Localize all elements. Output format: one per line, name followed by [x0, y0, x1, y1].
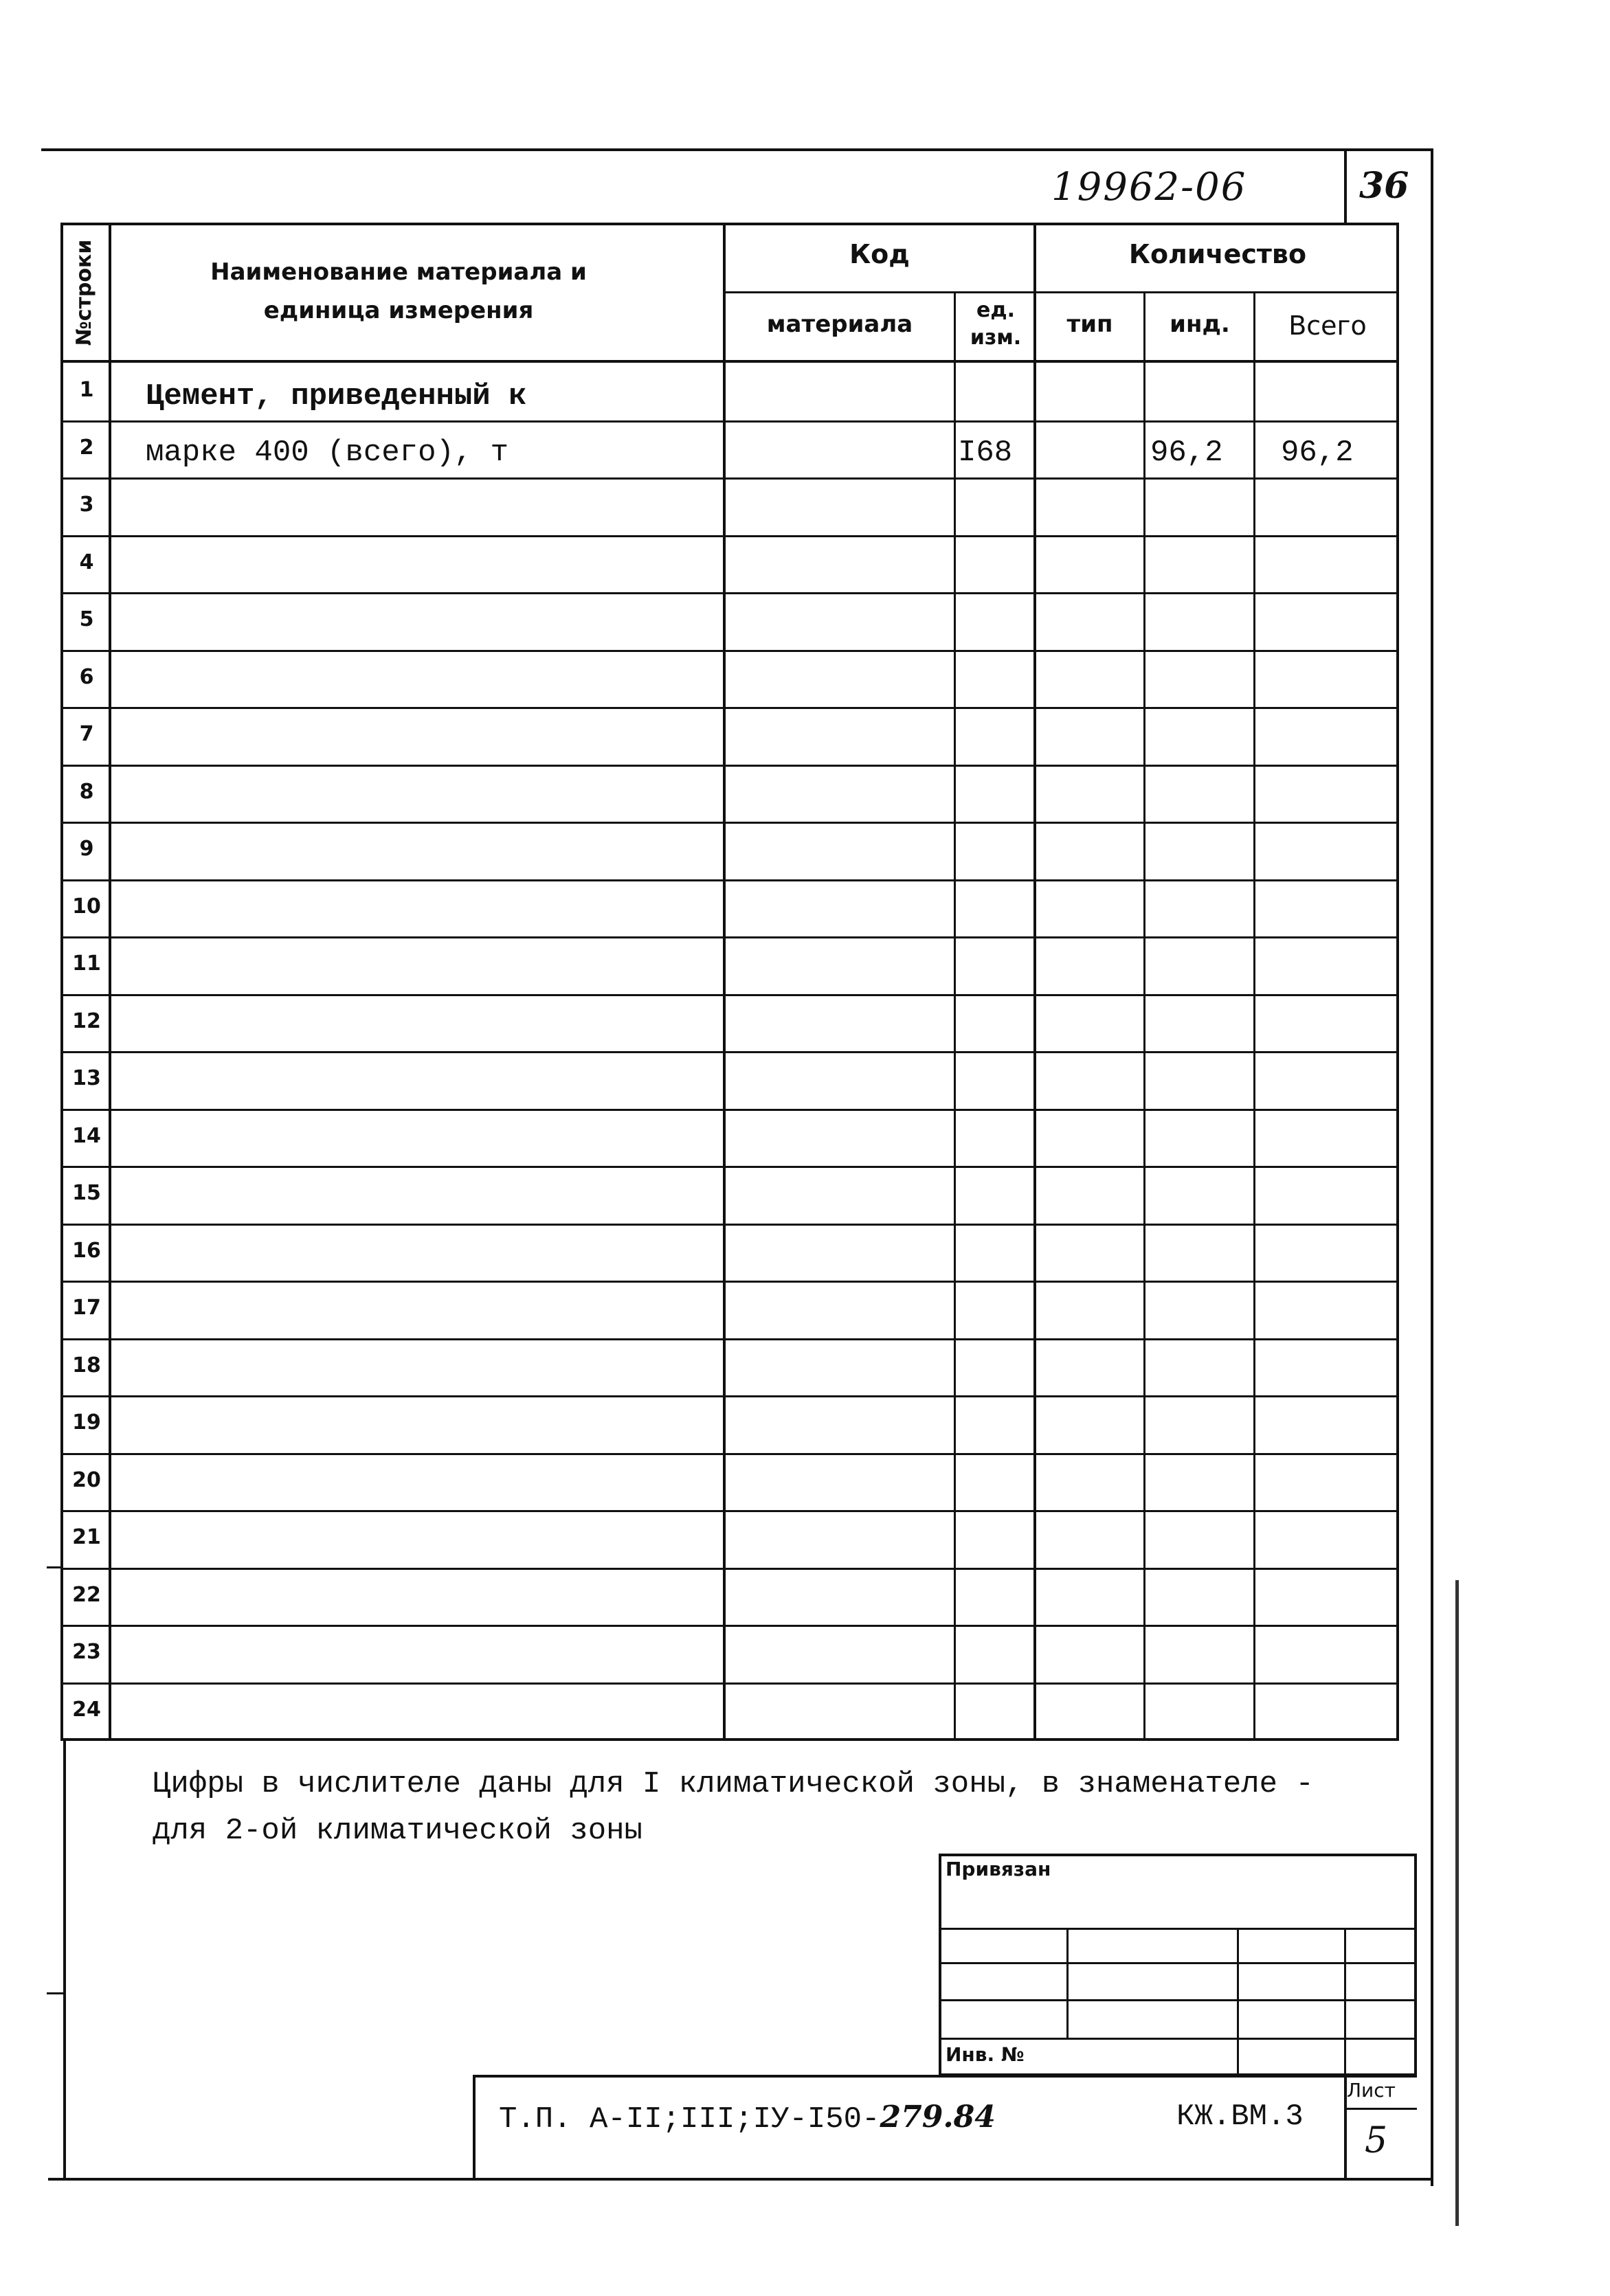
sheet-label: Лист — [1347, 2079, 1396, 2102]
row-divider — [60, 707, 1399, 709]
row-number: 17 — [72, 1296, 101, 1320]
sheet-label-rule — [1344, 2108, 1417, 2110]
row-number: 8 — [79, 780, 94, 804]
row-number: 10 — [72, 894, 101, 919]
row-divider — [60, 1625, 1399, 1627]
row-divider — [60, 1051, 1399, 1053]
left-tick-lower — [47, 1992, 63, 1994]
row-divider — [60, 765, 1399, 767]
row-number: 18 — [72, 1353, 101, 1377]
col-code-unit-header: ед. изм. — [970, 298, 1022, 350]
row-number: 9 — [79, 837, 94, 861]
row-divider — [60, 1453, 1399, 1455]
row-divider — [60, 1224, 1399, 1226]
footnote-line-2: для 2-ой климатической зоны — [153, 1814, 642, 1848]
row-divider — [60, 1166, 1399, 1168]
project-code-typed: Т.П. А-II;III;IУ-I50- — [499, 2102, 880, 2137]
row-number: 14 — [72, 1124, 101, 1148]
row-divider — [60, 420, 1399, 423]
col-line-code-unit — [1033, 223, 1036, 1741]
project-code — [499, 2100, 996, 2137]
footnote-line-1: Цифры в числителе даны для I климатической зоны, в знаменателе - — [153, 1767, 1314, 1801]
row-divider — [60, 1568, 1399, 1570]
row-2-name: марке 400 (всего), т — [146, 436, 509, 470]
col-qty-type-header: тип — [1066, 311, 1113, 338]
stamp-col-3 — [1344, 1928, 1346, 2076]
col-code-material-header: материала — [766, 311, 913, 338]
row-number: 2 — [79, 436, 94, 460]
row-number: 15 — [72, 1181, 101, 1205]
row-number: 13 — [72, 1066, 101, 1090]
row-1-name: Цемент, приведенный к — [146, 379, 527, 414]
sheet-number: 5 — [1365, 2120, 1388, 2161]
row-divider — [60, 650, 1399, 652]
project-code-handwritten: 279.84 — [880, 2100, 996, 2135]
row-number: 1 — [79, 378, 94, 402]
row-number: 4 — [79, 550, 94, 574]
row-divider — [60, 936, 1399, 938]
row-number: 22 — [72, 1583, 101, 1607]
sheet-code: КЖ.ВМ.3 — [1176, 2100, 1304, 2134]
bound-label: Привязан — [946, 1858, 1051, 1880]
row-number: 11 — [72, 952, 101, 976]
col-qty-header: Количество — [1128, 239, 1307, 269]
row-divider — [60, 1395, 1399, 1397]
row-divider — [60, 879, 1399, 881]
header-subdivider — [723, 291, 1399, 293]
row-divider — [60, 1682, 1399, 1685]
row-divider — [60, 994, 1399, 996]
row-divider — [60, 1109, 1399, 1111]
col-code-header: Код — [849, 239, 910, 269]
page-corner-number: 36 — [1359, 165, 1409, 207]
row-2-code-unit: I68 — [958, 436, 1013, 470]
stamp-col-2 — [1237, 1928, 1239, 2076]
scan-edge-line — [1455, 1580, 1459, 2226]
col-qty-ind-header: инд. — [1170, 311, 1230, 338]
row-2-qty-total: 96,2 — [1281, 436, 1354, 470]
row-number: 19 — [72, 1410, 101, 1434]
stamp-col-1 — [1066, 1928, 1069, 2038]
col-line-code-material — [954, 291, 956, 1741]
col-line-name — [723, 223, 726, 1741]
row-number: 16 — [72, 1239, 101, 1263]
left-tick-upper — [47, 1566, 63, 1568]
top-rule — [41, 148, 1433, 151]
row-divider — [60, 1281, 1399, 1283]
row-number: 24 — [72, 1698, 101, 1722]
row-number: 5 — [79, 607, 94, 631]
row-number: 21 — [72, 1525, 101, 1549]
col-qty-total-header: Всего — [1288, 311, 1367, 341]
row-divider — [60, 592, 1399, 594]
doc-number: 19962-06 — [1051, 165, 1247, 210]
row-divider — [60, 535, 1399, 537]
row-number: 12 — [72, 1009, 101, 1033]
top-corner-divider — [1344, 148, 1347, 224]
left-frame-line — [63, 1741, 66, 2181]
row-2-qty-ind: 96,2 — [1150, 436, 1223, 470]
row-number: 23 — [72, 1640, 101, 1664]
col-name-header: Наименование материала и единица измерения — [210, 258, 587, 324]
col-line-rownum — [109, 223, 111, 1741]
row-divider — [60, 1510, 1399, 1512]
row-number: 20 — [72, 1468, 101, 1492]
row-divider — [60, 1338, 1399, 1340]
row-number: 7 — [79, 722, 94, 746]
row-number: 3 — [79, 493, 94, 517]
row-divider — [60, 477, 1399, 480]
row-number: 6 — [79, 665, 94, 689]
header-bottom-rule — [60, 360, 1399, 363]
inv-label: Инв. № — [946, 2043, 1025, 2066]
col-rownum-header: №строки — [72, 239, 96, 346]
row-divider — [60, 822, 1399, 824]
right-frame-line — [1431, 148, 1433, 2186]
col-line-qty-type — [1143, 291, 1145, 1741]
col-line-qty-ind — [1253, 291, 1255, 1741]
